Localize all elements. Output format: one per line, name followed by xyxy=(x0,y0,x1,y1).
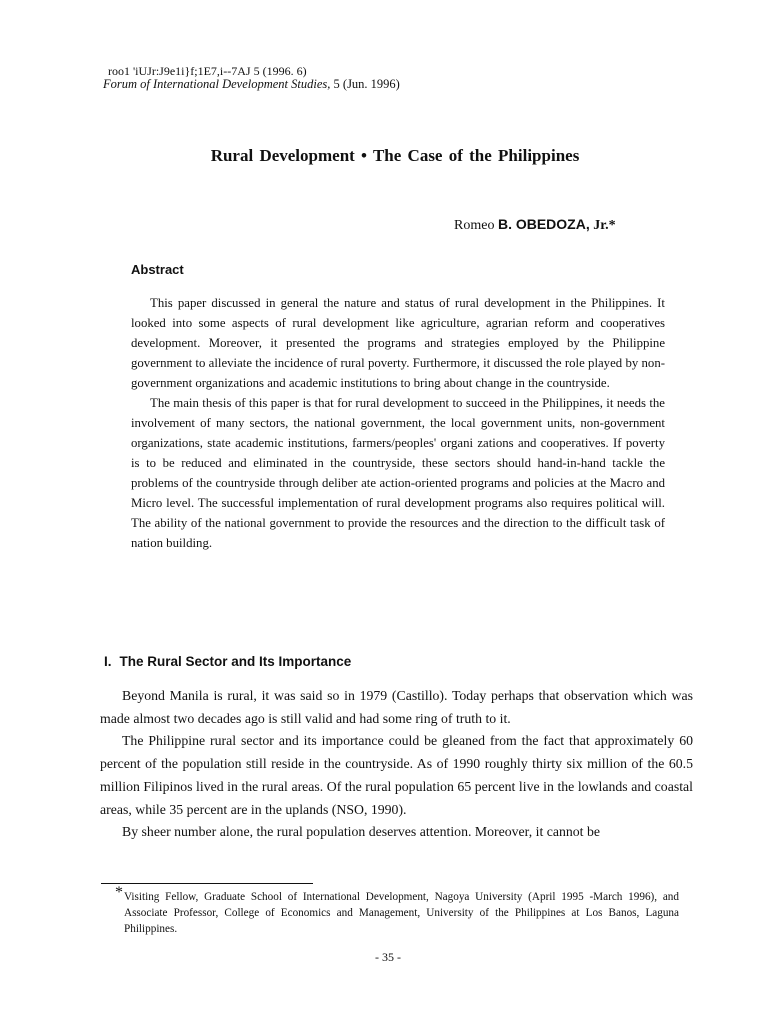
body-paragraph: Beyond Manila is rural, it was said so in 1979 (Castillo). Today perhaps that observation which was made almost two decades ago is still valid and had some ring of truth to it. xyxy=(100,688,693,726)
page-number: - 35 - xyxy=(375,950,401,964)
author-last-name: B. OBEDOZA, xyxy=(497,216,590,232)
abstract-paragraph: The main thesis of this paper is that for rural development to succeed in the Philippines, it needs the involvement of many sectors, the national government, the local government units, non-government organizations, state academic institutions, farmers/peoples' organi zations and cooperatives. If poverty is to be reduced and eliminated in the countryside, these sectors should hand-in-hand tackle the problems of the countryside through deliber ate action-oriented programs and policies at the Macro and Micro level. The successful implementation of rural development programs also requires political will. The ability of the national government to provide the resources and the direction to the difficult task of nation building. xyxy=(131,396,665,550)
journal-name: Forum of International Development Studies, xyxy=(103,77,331,91)
body-paragraph: By sheer number alone, the rural population deserves attention. Moreover, it cannot be xyxy=(122,824,600,840)
journal-issue: 5 (Jun. 1996) xyxy=(330,77,400,91)
section-heading xyxy=(104,654,351,669)
journal-citation xyxy=(103,77,400,92)
abstract-body xyxy=(131,293,665,553)
paper-title: Rural Development • The Case of the Philippines xyxy=(210,146,580,165)
author-line xyxy=(454,216,616,234)
author-first-name: Romeo xyxy=(454,218,498,233)
author-suffix: Jr.* xyxy=(589,218,616,233)
abstract-heading: Abstract xyxy=(131,262,184,277)
body-paragraph: The Philippine rural sector and its importance could be gleaned from the fact that approximately 60 percent of the population still reside in the countryside. As of 1990 roughly thirty six million of the 60.5 million Filipinos lived in the rural areas. Of the rural population 65 percent live in the lowlands and coastal areas, while 35 percent are in the uplands (NSO, 1990). xyxy=(100,733,693,817)
footnote-divider xyxy=(101,883,313,884)
section-number: I. xyxy=(104,654,112,669)
footnote-mark: * xyxy=(115,884,123,901)
journal-header-line: roo1 'iUJr:J9e1i}f;1E7,i--7AJ 5 (1996. 6) xyxy=(108,64,307,78)
footnote-text: Visiting Fellow, Graduate School of International Development, Nagoya University (April 1995 -March 1996), and Associate Professor, College of Economics and Management, University of the Philippines at Los Banos, Laguna Philippines. xyxy=(124,891,679,935)
footnote xyxy=(115,884,679,937)
abstract-paragraph: This paper discussed in general the nature and status of rural development in the Philippines. It looked into some aspects of rural development like agriculture, agrarian reform and cooperatives development. Moreover, it presented the programs and strategies employed by the Philippine government to alleviate the incidence of rural poverty. Furthermore, it discussed the role played by non-government organizations and academic institutions to bring about change in the countryside. xyxy=(131,296,665,390)
section-body xyxy=(100,685,693,844)
section-title: The Rural Sector and Its Importance xyxy=(119,654,352,669)
